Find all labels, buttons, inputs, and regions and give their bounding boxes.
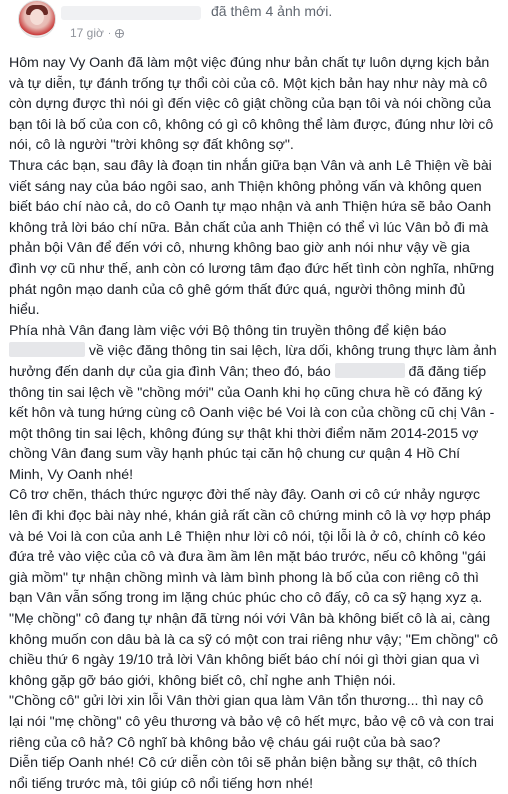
author-name-redacted[interactable] xyxy=(61,6,201,20)
post-header xyxy=(9,0,498,44)
globe-icon[interactable] xyxy=(115,29,124,38)
post-paragraph-5: "Mẹ chồng" cô đang tự nhận đã từng nói với Vân bà không biết cô là ai, càng không muốn con dâu bà là ca sỹ có một con trai riêng như vậy; "Em chồng" cô chiều thứ 6 ngày 19/10 trả lời Vân không biết báo chí nói gì thời gian qua vì không gặp gỡ báo giới, không biết cô, chỉ nghe anh Thiện nói. xyxy=(9,611,499,689)
post-paragraph-1: Hôm nay Vy Oanh đã làm một việc đúng như bản chất tự luôn dựng kịch bản và tự diễn, tự đánh trống tự thổi còi của cô. Một kịch bản hay như này mà cô còn dựng được thì nói gì đến việc cô giật chồng của bạn tôi và nói chồng của bạn tôi là bố của con cô, không có gì cô không thể làm được, đúng như lời cô nói, cô là người "trời không sợ đất không sợ". xyxy=(9,55,494,154)
paragraph-3-part-3: đã đăng tiếp thông tin sai lệch về "chồng mới" của Oanh khi họ cũng chưa hề có đăng ký kết hôn và tung hứng cùng cô Oanh việc bé Voi là con của chồng cũ chị Vân - một thông tin sai lệch, không đúng sự thật khi thời điểm năm 2014-2015 vợ chồng Vân đang sum vầy hạnh phúc tại căn hộ chung cư quận 4 Hồ Chí Minh, Vy Oanh nhé! xyxy=(9,363,495,483)
post-paragraph-7: Diễn tiếp Oanh nhé! Cô cứ diễn còn tôi sẽ phản biện bằng sự thật, cô thích nổi tiếng trước mà, tôi giúp cô nổi tiếng hơn nhé! xyxy=(9,755,478,792)
post-action-text: đã thêm 4 ảnh mới. xyxy=(211,3,333,19)
redacted-newspaper-name xyxy=(335,363,405,378)
paragraph-3-part-2: về việc đăng thông tin sai lệch, lừa dối, không trung thực làm ảnh hưởng đến danh dự của gia đình Vân; theo đó, báo xyxy=(9,343,497,380)
post-paragraph-4: Cô trơ chẽn, thách thức ngược đời thế này đây. Oanh ơi cô cứ nhảy ngược lên đi khi đọc bài này nhé, khán giả rất cần cô chứng minh cô là vợ hợp pháp và bé Voi là con của anh Lê Thiện như lời cô nói, tội lỗi là ở cô, chính cô kéo đứa trẻ vào việc của cô và đưa ầm ầm lên mặt báo trước, nếu cô không "gái già mồm" tự nhận chồng mình và làm bình phong là bố của con riêng cô thì bạn Vân vẫn sống trong im lặng chúc phúc cho cô đấy, cô ca sỹ hạng xyz ạ. xyxy=(9,487,491,607)
post-paragraph-3 xyxy=(9,321,498,486)
avatar[interactable] xyxy=(18,0,56,38)
post-paragraph-2: Thưa các bạn, sau đây là đoạn tin nhắn giữa bạn Vân và anh Lê Thiện về bài viết sáng nay của báo ngôi sao, anh Thiện không phỏng vấn và không quen biết báo chí nào cả, do cô Oanh tự mạo nhận và anh Thiện hứa sẽ bảo Oanh không trả lời báo chí nữa. Bản chất của anh Thiện có thể vì lúc Vân bỏ đi mà phản bội Vân để đến với cô, nhưng không bao giờ anh nói như vậy về gia đình vợ cũ như thế, anh còn có lương tâm đạo đức hết tình còn nghĩa, những phát ngôn mạo danh của cô ghê gớm thất đức quá, người thông minh đủ hiểu. xyxy=(9,157,495,319)
paragraph-3-part-1: Phía nhà Vân đang làm việc với Bộ thông tin truyền thông để kiện báo xyxy=(9,322,447,339)
avatar-face xyxy=(30,9,44,25)
redacted-newspaper-name xyxy=(9,342,85,357)
post-timestamp[interactable]: 17 giờ xyxy=(70,26,104,40)
post-meta xyxy=(70,26,124,40)
post-body xyxy=(9,53,498,794)
post-paragraph-6: "Chồng cô" gửi lời xin lỗi Vân thời gian qua làm Vân tổn thương... thì nay cô lại nói "mẹ chồng" cô yêu thương và bảo vệ cô hết mực, bảo vệ cô và con trai riêng của cô hả? Cô nghĩ bà không bảo vệ cháu gái ruột của bà sao? xyxy=(9,693,494,751)
meta-separator: · xyxy=(107,27,112,39)
